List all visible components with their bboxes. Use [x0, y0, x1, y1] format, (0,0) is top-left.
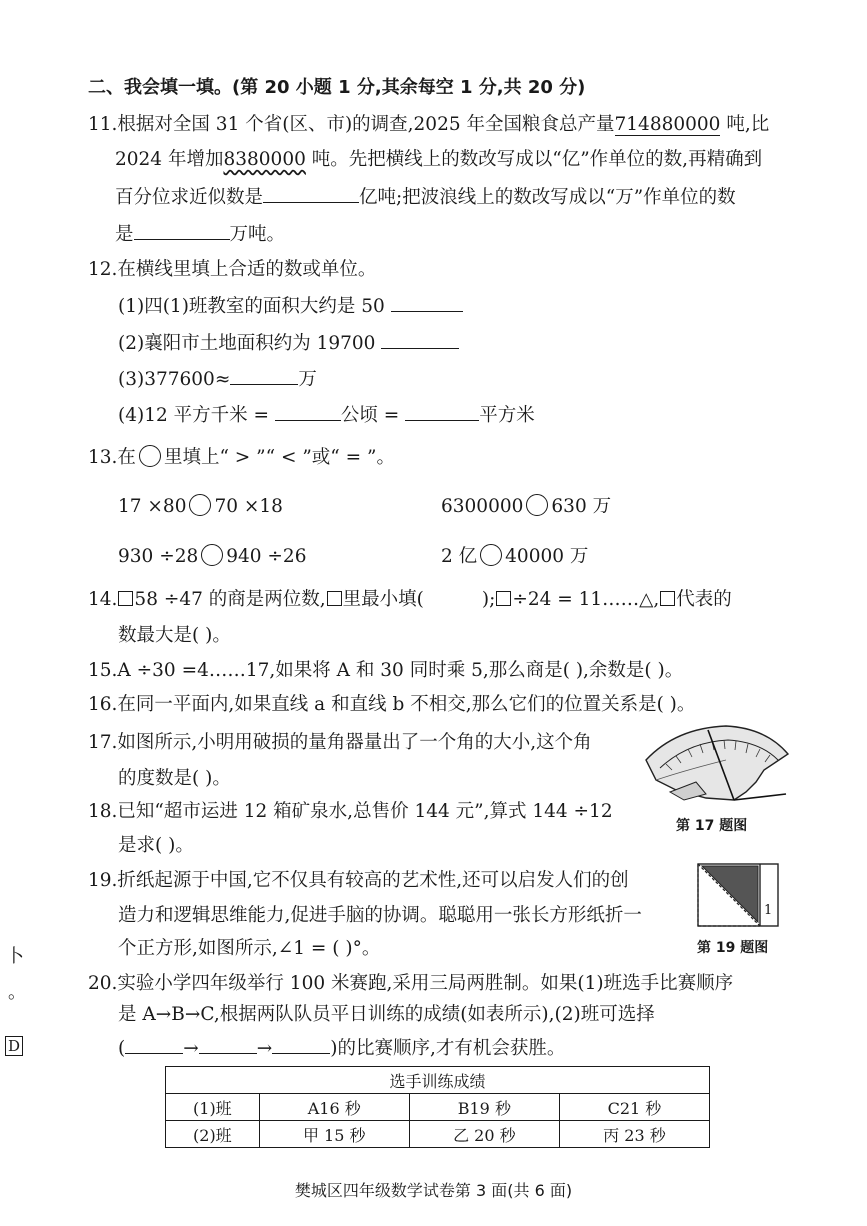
- q13-compare-b: 6300000 630 万: [441, 496, 612, 517]
- table-cell: (1)班: [166, 1094, 260, 1121]
- table-cell: (2)班: [166, 1121, 260, 1148]
- q20-blank-2[interactable]: [199, 1035, 257, 1054]
- q11-line4: 是 万吨。: [115, 221, 285, 247]
- section-title: 二、我会填一填。(第 20 小题 1 分,其余每空 1 分,共 20 分): [88, 77, 586, 98]
- square-blank-icon: [118, 591, 133, 606]
- table-cell: 乙 20 秒: [409, 1121, 559, 1148]
- q11-wavy-number: 8380000: [223, 149, 306, 170]
- square-blank-icon: [496, 591, 511, 606]
- table-cell: C21 秒: [559, 1094, 709, 1121]
- q14-line2: 数最大是( )。: [118, 625, 231, 646]
- q12-blank-2[interactable]: [381, 330, 459, 349]
- table-title: 选手训练成绩: [166, 1067, 710, 1094]
- q17-line2: 的度数是( )。: [118, 768, 231, 789]
- q13-circle-c[interactable]: [201, 544, 223, 566]
- q13-circle-a[interactable]: [189, 494, 211, 516]
- table-cell: A16 秒: [259, 1094, 409, 1121]
- training-score-table: [165, 1066, 710, 1148]
- folded-paper-figure: [694, 860, 786, 932]
- q19-figure-caption: 第 19 题图: [697, 940, 769, 956]
- angle-1-label: 1: [764, 903, 773, 918]
- q12-stem: 12.在横线里填上合适的数或单位。: [88, 259, 377, 280]
- q11-line3: 百分位求近似数是 亿吨;把波浪线上的数改写成以“万”作单位的数: [115, 184, 736, 210]
- q12-part4: (4)12 平方千米 = 公顷 = 平方米: [118, 402, 535, 428]
- q12-part1: (1)四(1)班教室的面积大约是 50: [118, 293, 463, 319]
- q19-line1: 19.折纸起源于中国,它不仅具有较高的艺术性,还可以启发人们的创: [88, 870, 629, 891]
- table-cell: 甲 15 秒: [259, 1121, 409, 1148]
- q19-line2: 造力和逻辑思维能力,促进手脑的协调。聪聪用一张长方形纸折一: [118, 905, 642, 926]
- table-row: [166, 1094, 710, 1121]
- q16-line: 16.在同一平面内,如果直线 a 和直线 b 不相交,那么它们的位置关系是( )。: [88, 694, 696, 715]
- q17-figure-caption: 第 17 题图: [676, 818, 748, 834]
- q19-line3: 个正方形,如图所示,∠1 = ( )°。: [118, 938, 381, 959]
- table-cell: 丙 23 秒: [559, 1121, 709, 1148]
- square-blank-icon: [327, 591, 342, 606]
- q11-blank-2[interactable]: [134, 221, 230, 240]
- q20-line1: 20.实验小学四年级举行 100 米赛跑,采用三局两胜制。如果(1)班选手比赛顺序: [88, 973, 734, 994]
- q20-blank-3[interactable]: [272, 1035, 330, 1054]
- q17-line1: 17.如图所示,小明用破损的量角器量出了一个角的大小,这个角: [88, 732, 592, 753]
- q11-number: 11.: [88, 114, 118, 135]
- q15-line: 15.A ÷30 =4……17,如果将 A 和 30 同时乘 5,那么商是( ),余数是( )。: [88, 660, 684, 681]
- q20-line2: 是 A→B→C,根据两队队员平日训练的成绩(如表所示),(2)班可选择: [118, 1004, 655, 1025]
- q13-compare-a: 17 ×80 70 ×18: [118, 496, 283, 517]
- q11-underlined-number: 714880000: [614, 114, 721, 135]
- q14-line1: 14. 58 ÷47 的商是两位数, 里最小填( ); ÷24 = 11……△, 代表的: [88, 589, 732, 610]
- q12-blank-3[interactable]: [230, 366, 298, 385]
- q13-compare-c: 930 ÷28 940 ÷26: [118, 546, 307, 567]
- q13-stem: 13.在 里填上“ > ”“ < ”或“ = ”。: [88, 447, 395, 468]
- q11-line2: 2024 年增加8380000 吨。先把横线上的数改写成以“亿”作单位的数,再精确到: [115, 149, 763, 170]
- page-footer: 樊城区四年级数学试卷第 3 面(共 6 面): [294, 1181, 573, 1200]
- q13-compare-d: 2 亿 40000 万: [441, 546, 589, 567]
- circle-blank-icon: [139, 445, 161, 467]
- q12-blank-1[interactable]: [391, 293, 463, 312]
- broken-protractor-figure: [636, 720, 794, 820]
- q12-part2: (2)襄阳市土地面积约为 19700: [118, 330, 459, 356]
- q18-line2: 是求( )。: [118, 835, 194, 856]
- square-blank-icon: [660, 591, 675, 606]
- margin-mark-3: D: [5, 1036, 23, 1056]
- table-row: [166, 1121, 710, 1148]
- q20-line3: ( → → )的比赛顺序,才有机会获胜。: [118, 1035, 565, 1061]
- q12-blank-5[interactable]: [405, 402, 479, 421]
- q13-circle-b[interactable]: [526, 494, 548, 516]
- q12-part3: (3)377600≈ 万: [118, 366, 317, 392]
- table-cell: B19 秒: [409, 1094, 559, 1121]
- margin-mark-1: 卜: [6, 946, 24, 967]
- q11-blank-1[interactable]: [263, 184, 359, 203]
- q18-line1: 18.已知“超市运进 12 箱矿泉水,总售价 144 元”,算式 144 ÷12: [88, 801, 613, 822]
- margin-mark-2: 。: [8, 982, 26, 1003]
- q12-blank-4[interactable]: [275, 402, 341, 421]
- table-title-row: [166, 1067, 710, 1094]
- q13-circle-d[interactable]: [480, 544, 502, 566]
- q20-blank-1[interactable]: [125, 1035, 183, 1054]
- q11-line1: 11.根据对全国 31 个省(区、市)的调查,2025 年全国粮食总产量714880000 吨,比: [88, 114, 770, 135]
